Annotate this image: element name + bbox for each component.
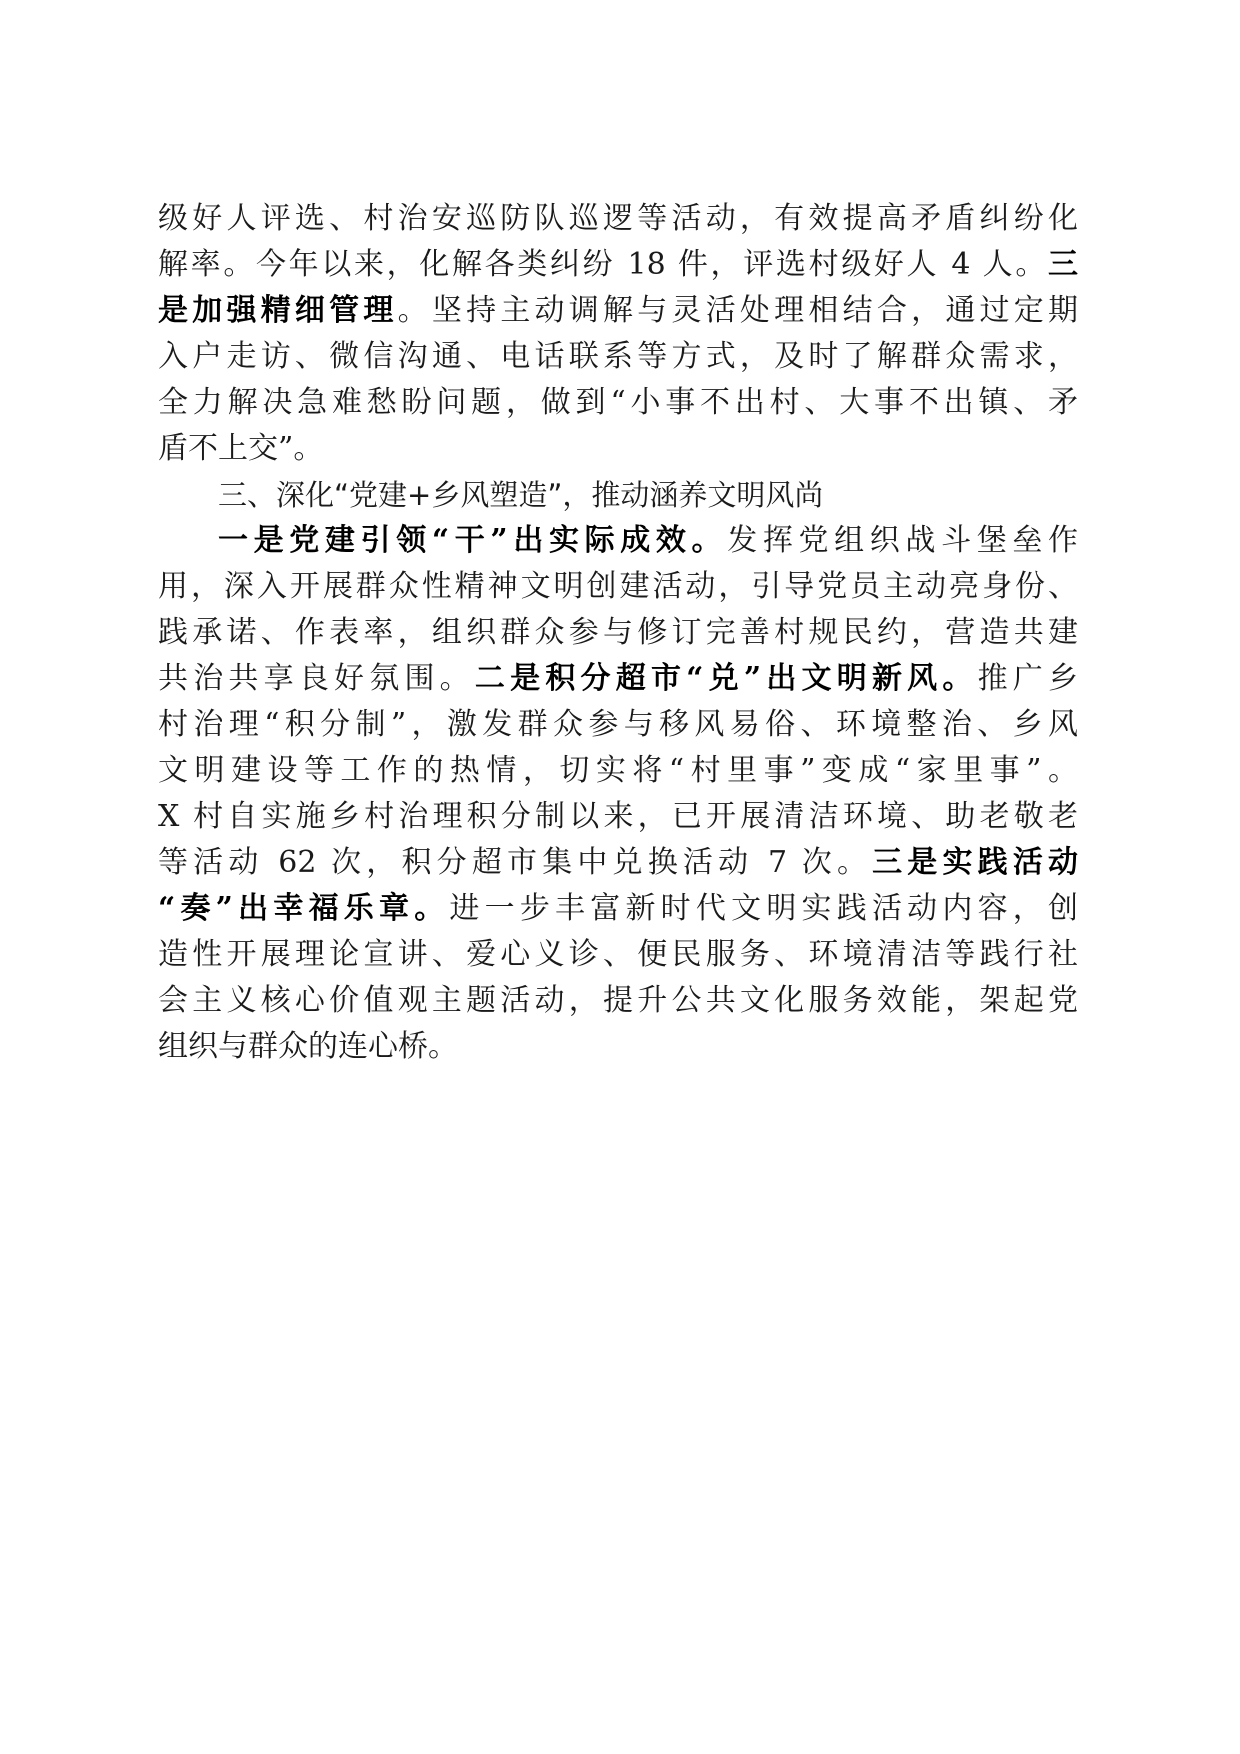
bold-lead-phrase: 一是党建引领“干”出实际成效。 (218, 523, 728, 558)
text-line (158, 978, 1078, 1024)
bold-lead-phrase: 是加强精细管理 (158, 293, 398, 328)
text-run: 文明建设等工作的热情，切实将“村里事”变成“家里事”。 (158, 753, 1078, 788)
text-run: 造性开展理论宣讲、爱心义诊、便民服务、环境清洁等践行社 (158, 937, 1078, 972)
text-run: 推广乡 (977, 661, 1079, 696)
text-line (158, 196, 1078, 242)
text-line (158, 426, 1078, 472)
text-line (158, 840, 1078, 886)
text-line (158, 794, 1078, 840)
text-run: 。坚持主动调解与灵活处理相结合，通过定期 (397, 293, 1079, 328)
bold-lead-phrase: “奏”出幸福乐章。 (158, 891, 450, 926)
text-line (158, 886, 1078, 932)
text-line (158, 242, 1078, 288)
text-run: 发挥党组织战斗堡垒作 (727, 523, 1079, 558)
text-run: 等活动 62 次，积分超市集中兑换活动 7 次。 (158, 845, 873, 880)
section-heading: 三、深化“党建+乡风塑造”，推动涵养文明风尚 (218, 478, 824, 512)
text-line (158, 932, 1078, 978)
text-line (158, 610, 1078, 656)
bold-lead-phrase: 二是积分超市“兑”出文明新风。 (474, 661, 978, 696)
text-run: 级好人评选、村治安巡防队巡逻等活动，有效提高矛盾纠纷化 (158, 201, 1078, 236)
text-line (158, 564, 1078, 610)
text-run: 村治理“积分制”，激发群众参与移风易俗、环境整治、乡风 (158, 707, 1078, 742)
text-run: X 村自实施乡村治理积分制以来，已开展清洁环境、助老敬老 (158, 799, 1078, 834)
text-run: 解率。今年以来，化解各类纠纷 18 件，评选村级好人 4 人。 (158, 247, 1048, 282)
text-line (158, 748, 1078, 794)
document-page (158, 196, 1078, 1070)
text-line (158, 1024, 1078, 1070)
text-run: 组织与群众的连心桥。 (158, 1029, 458, 1064)
text-line (158, 334, 1078, 380)
text-run: 盾不上交”。 (158, 431, 324, 466)
text-line (158, 656, 1078, 702)
text-run: 入户走访、微信沟通、电话联系等方式，及时了解群众需求， (158, 339, 1078, 374)
paragraph-dispute-resolution (158, 196, 1078, 472)
text-line (158, 288, 1078, 334)
bold-lead-phrase: 三是实践活动 (872, 845, 1079, 880)
bold-lead-phrase: 三 (1048, 247, 1078, 282)
paragraph-civilization (158, 518, 1078, 1070)
text-run: 会主义核心价值观主题活动，提升公共文化服务效能，架起党 (158, 983, 1078, 1018)
text-line (158, 518, 1078, 564)
text-run: 践承诺、作表率，组织群众参与修订完善村规民约，营造共建 (158, 615, 1078, 650)
text-run: 进一步丰富新时代文明实践活动内容，创 (449, 891, 1079, 926)
text-line (158, 702, 1078, 748)
text-run: 共治共享良好氛围。 (158, 661, 475, 696)
text-line (158, 380, 1078, 426)
text-run: 用，深入开展群众性精神文明创建活动，引导党员主动亮身份、 (158, 569, 1078, 604)
text-run: 全力解决急难愁盼问题，做到“小事不出村、大事不出镇、矛 (158, 385, 1078, 420)
